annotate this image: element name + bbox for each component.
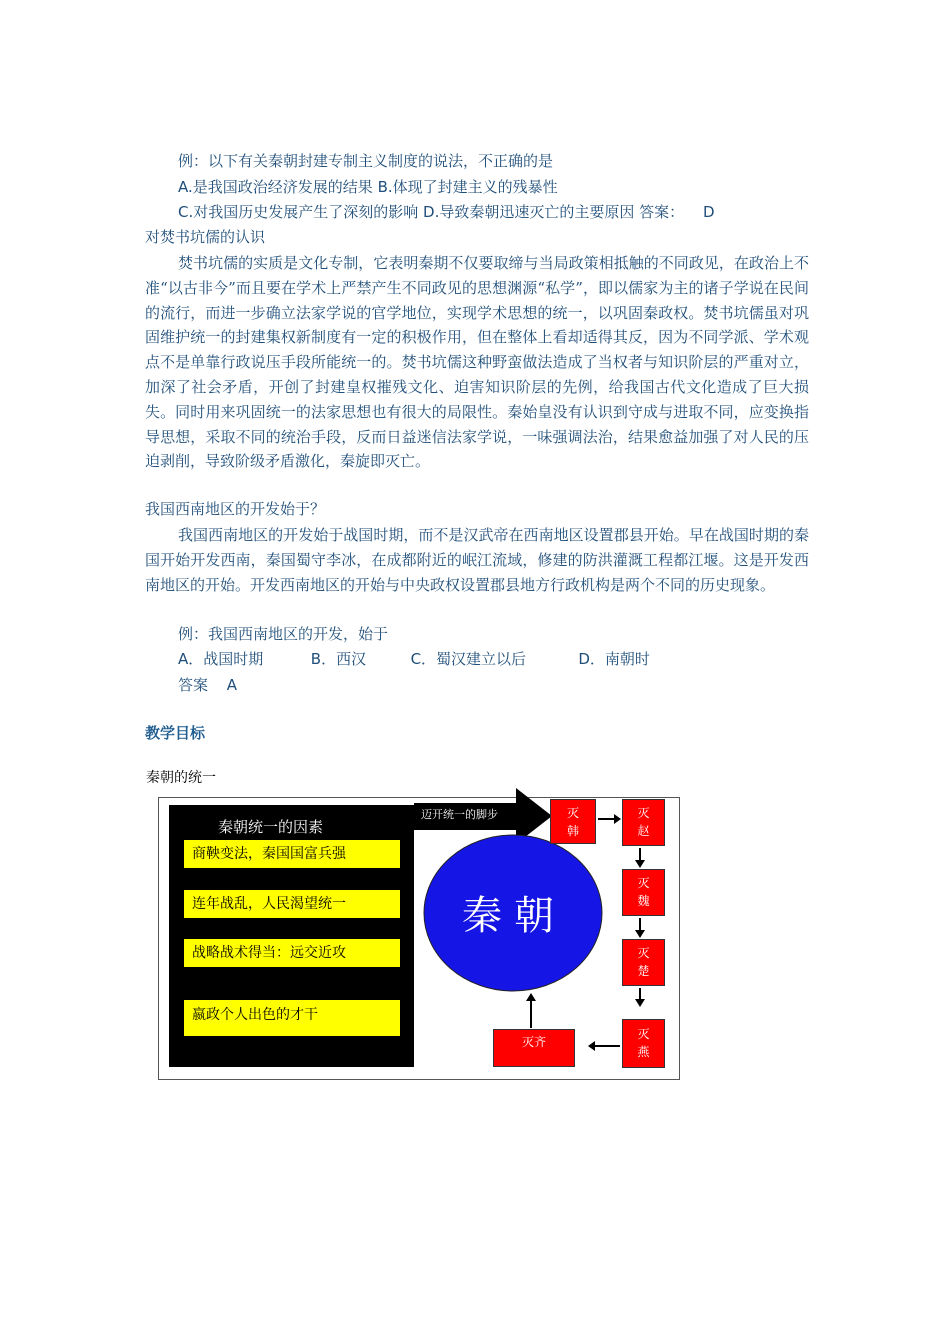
example2-option-b: B．西汉 — [310, 650, 367, 668]
arrow-head-icon — [635, 999, 645, 1007]
section2-title: 我国西南地区的开发始于？ — [145, 500, 326, 518]
factor-item: 商鞅变法，秦国国富兵强 — [184, 840, 400, 868]
factor-item: 嬴政个人出色的才干 — [184, 1000, 400, 1036]
arrow-head-icon — [614, 814, 621, 824]
example1-option-b: B.体现了封建主义的残暴性 — [377, 178, 558, 196]
diagram-title: 秦朝的统一 — [146, 770, 216, 786]
factors-title: 秦朝统一的因素 — [218, 818, 324, 836]
example2-answer: A — [226, 676, 238, 694]
example1-option-a: A.是我国政治经济发展的结果 — [178, 178, 373, 196]
step-box — [622, 799, 665, 846]
arrow-head-icon — [588, 1041, 595, 1051]
teaching-goal-heading: 教学目标 — [145, 724, 206, 742]
example2-option-c: C．蜀汉建立以后 — [410, 650, 527, 668]
circle-label: 秦朝 — [462, 893, 566, 939]
step-box — [493, 1029, 575, 1067]
step-label: 灭楚 — [637, 946, 650, 978]
example2-option-a: A．战国时期 — [178, 650, 264, 668]
example2-option-d: D．南朝时 — [578, 650, 650, 668]
step-label: 灭赵 — [637, 806, 650, 838]
section2-body: 我国西南地区的开发始于战国时期，而不是汉武帝在西南地区设置郡县开始。早在战国时期的秦国开始开发西南，秦国蜀守李冰，在成都附近的岷江流域，修建的防洪灌溉工程都江堰。这是开发西南地区的开始。开发西南地区的开始与中央政权设置郡县地方行政机构是两个不同的历史现象。 — [145, 526, 809, 594]
example2-answer-label: 答案 — [178, 676, 209, 694]
step-label: 灭魏 — [637, 876, 650, 908]
section1-title: 对焚书坑儒的认识 — [145, 228, 266, 246]
arrow-label: 迈开统一的脚步 — [421, 808, 498, 821]
example1-option-c: C.对我国历史发展产生了深刻的影响 — [178, 203, 419, 221]
step-label: 灭燕 — [637, 1027, 650, 1059]
step-label: 灭韩 — [566, 806, 579, 838]
step-label: 灭齐 — [521, 1035, 546, 1049]
factor-item: 战略战术得当：远交近攻 — [184, 939, 400, 967]
arrow-head-icon — [526, 993, 536, 1001]
step-box — [622, 939, 665, 986]
example1-answer-label: 答案： — [639, 203, 685, 221]
step-box — [622, 1019, 665, 1068]
section1-body: 焚书坑儒的实质是文化专制，它表明秦期不仅要取缔与当局政策相抵触的不同政见，在政治上不准“以古非今”而且要在学术上严禁产生不同政见的思想渊源“私学”，即以儒家为主的诸子学说在民间的流行，而进一步确立法家学说的官学地位，实现学术思想的统一，以巩固秦政权。焚书坑儒虽对巩固维护统一的封建集权新制度有一定的积极作用，但在整体上看却适得其反，因为不同学派、学术观点不是单靠行政说压手段所能统一的。焚书坑儒这种野蛮做法造成了当权者与知识阶层的严重对立，加深了社会矛盾，开创了封建皇权摧残文化、迫害知识阶层的先例，给我国古代文化造成了巨大损失。同时用来巩固统一的法家思想也有很大的局限性。秦始皇没有认识到守成与进取不同，应变换指导思想，采取不同的统治手段，反而日益迷信法家学说，一味强调法治，结果愈益加强了对人民的压迫剥削，导致阶级矛盾激化，秦旋即灭亡。 — [145, 254, 809, 471]
step-box — [550, 799, 596, 844]
example1-answer: D — [702, 203, 715, 221]
arrow-head-icon — [635, 860, 645, 868]
arrow-head-icon — [635, 930, 645, 938]
example2-question: 例：我国西南地区的开发，始于 — [178, 625, 389, 643]
example1-question: 例：以下有关秦朝封建专制主义制度的说法，不正确的是 — [178, 152, 554, 170]
step-box — [622, 869, 665, 916]
example1-option-d: D.导致秦朝迅速灭亡的主要原因 — [423, 203, 635, 221]
factor-item: 连年战乱，人民渴望统一 — [184, 890, 400, 918]
